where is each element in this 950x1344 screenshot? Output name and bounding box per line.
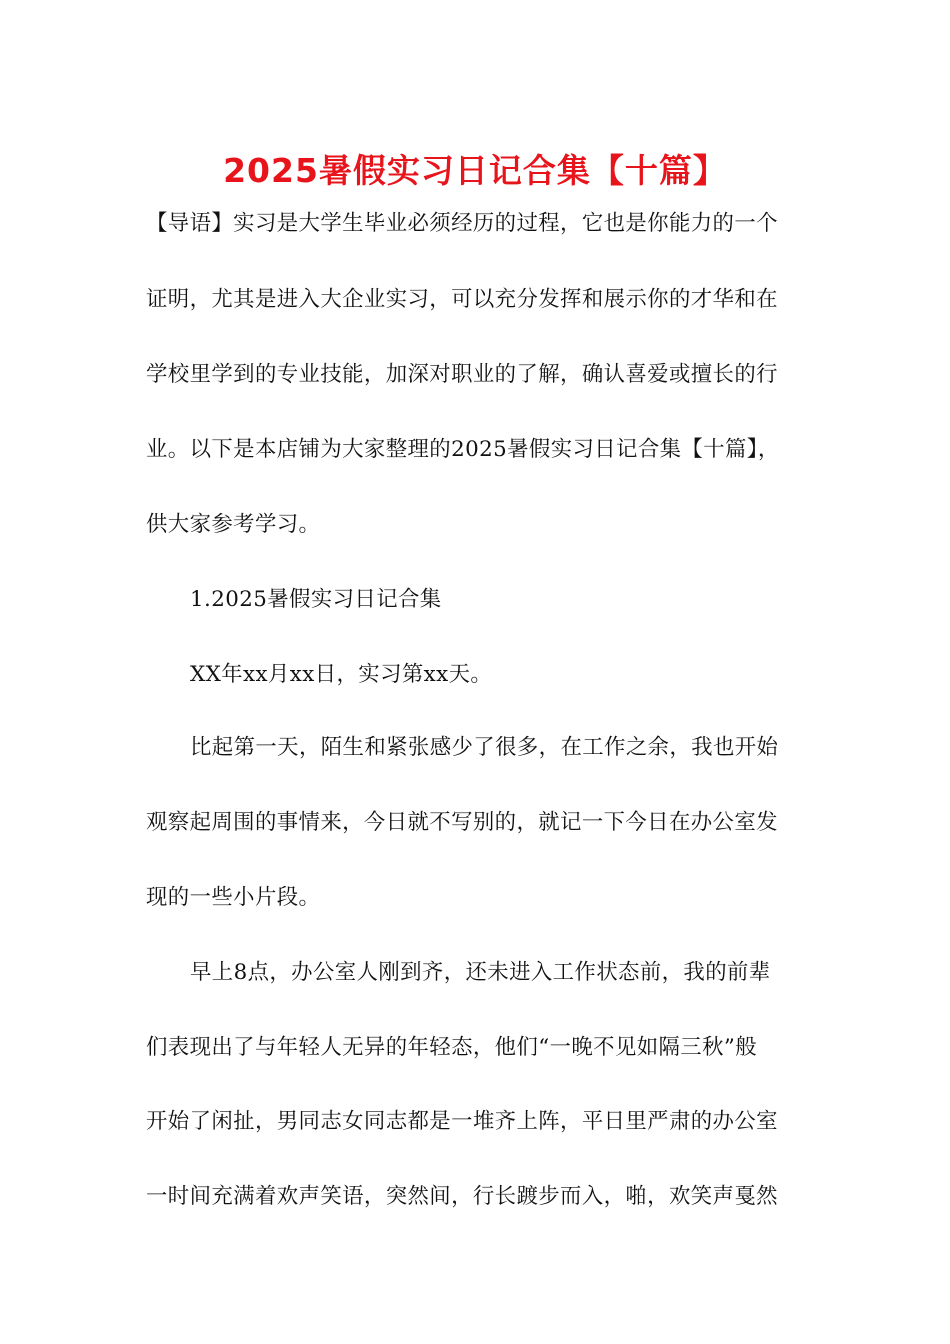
section-heading: 1.2025暑假实习日记合集 (190, 587, 442, 612)
paragraph-line: 现的一些小片段。 (146, 885, 321, 910)
paragraph-line: 们表现出了与年轻人无异的年轻态，他们“一晚不见如隔三秋”般 (146, 1035, 758, 1060)
paragraph-line: 早上8点，办公室人刚到齐，还未进入工作状态前，我的前辈 (190, 960, 771, 985)
paragraph-line: 【导语】实习是大学生毕业必须经历的过程，它也是你能力的一个 (146, 211, 778, 236)
paragraph-line: 证明，尤其是进入大企业实习，可以充分发挥和展示你的才华和在 (146, 287, 778, 312)
paragraph-line: 一时间充满着欢声笑语，突然间，行长踱步而入，啪，欢笑声戛然 (146, 1184, 778, 1209)
paragraph-line: 业。以下是本店铺为大家整理的2025暑假实习日记合集【十篇】， (146, 437, 780, 462)
paragraph-line: 比起第一天，陌生和紧张感少了很多，在工作之余，我也开始 (190, 735, 779, 760)
paragraph-line: 观察起周围的事情来，今日就不写别的，就记一下今日在办公室发 (146, 810, 778, 835)
document-title: 2025暑假实习日记合集【十篇】 (223, 151, 727, 190)
paragraph-line: 学校里学到的专业技能，加深对职业的了解，确认喜爱或擅长的行 (146, 362, 778, 387)
date-line: XX年xx月xx日，实习第xx天。 (190, 662, 493, 687)
paragraph-line: 开始了闲扯，男同志女同志都是一堆齐上阵，平日里严肃的办公室 (146, 1109, 778, 1134)
paragraph-line: 供大家参考学习。 (146, 512, 321, 537)
